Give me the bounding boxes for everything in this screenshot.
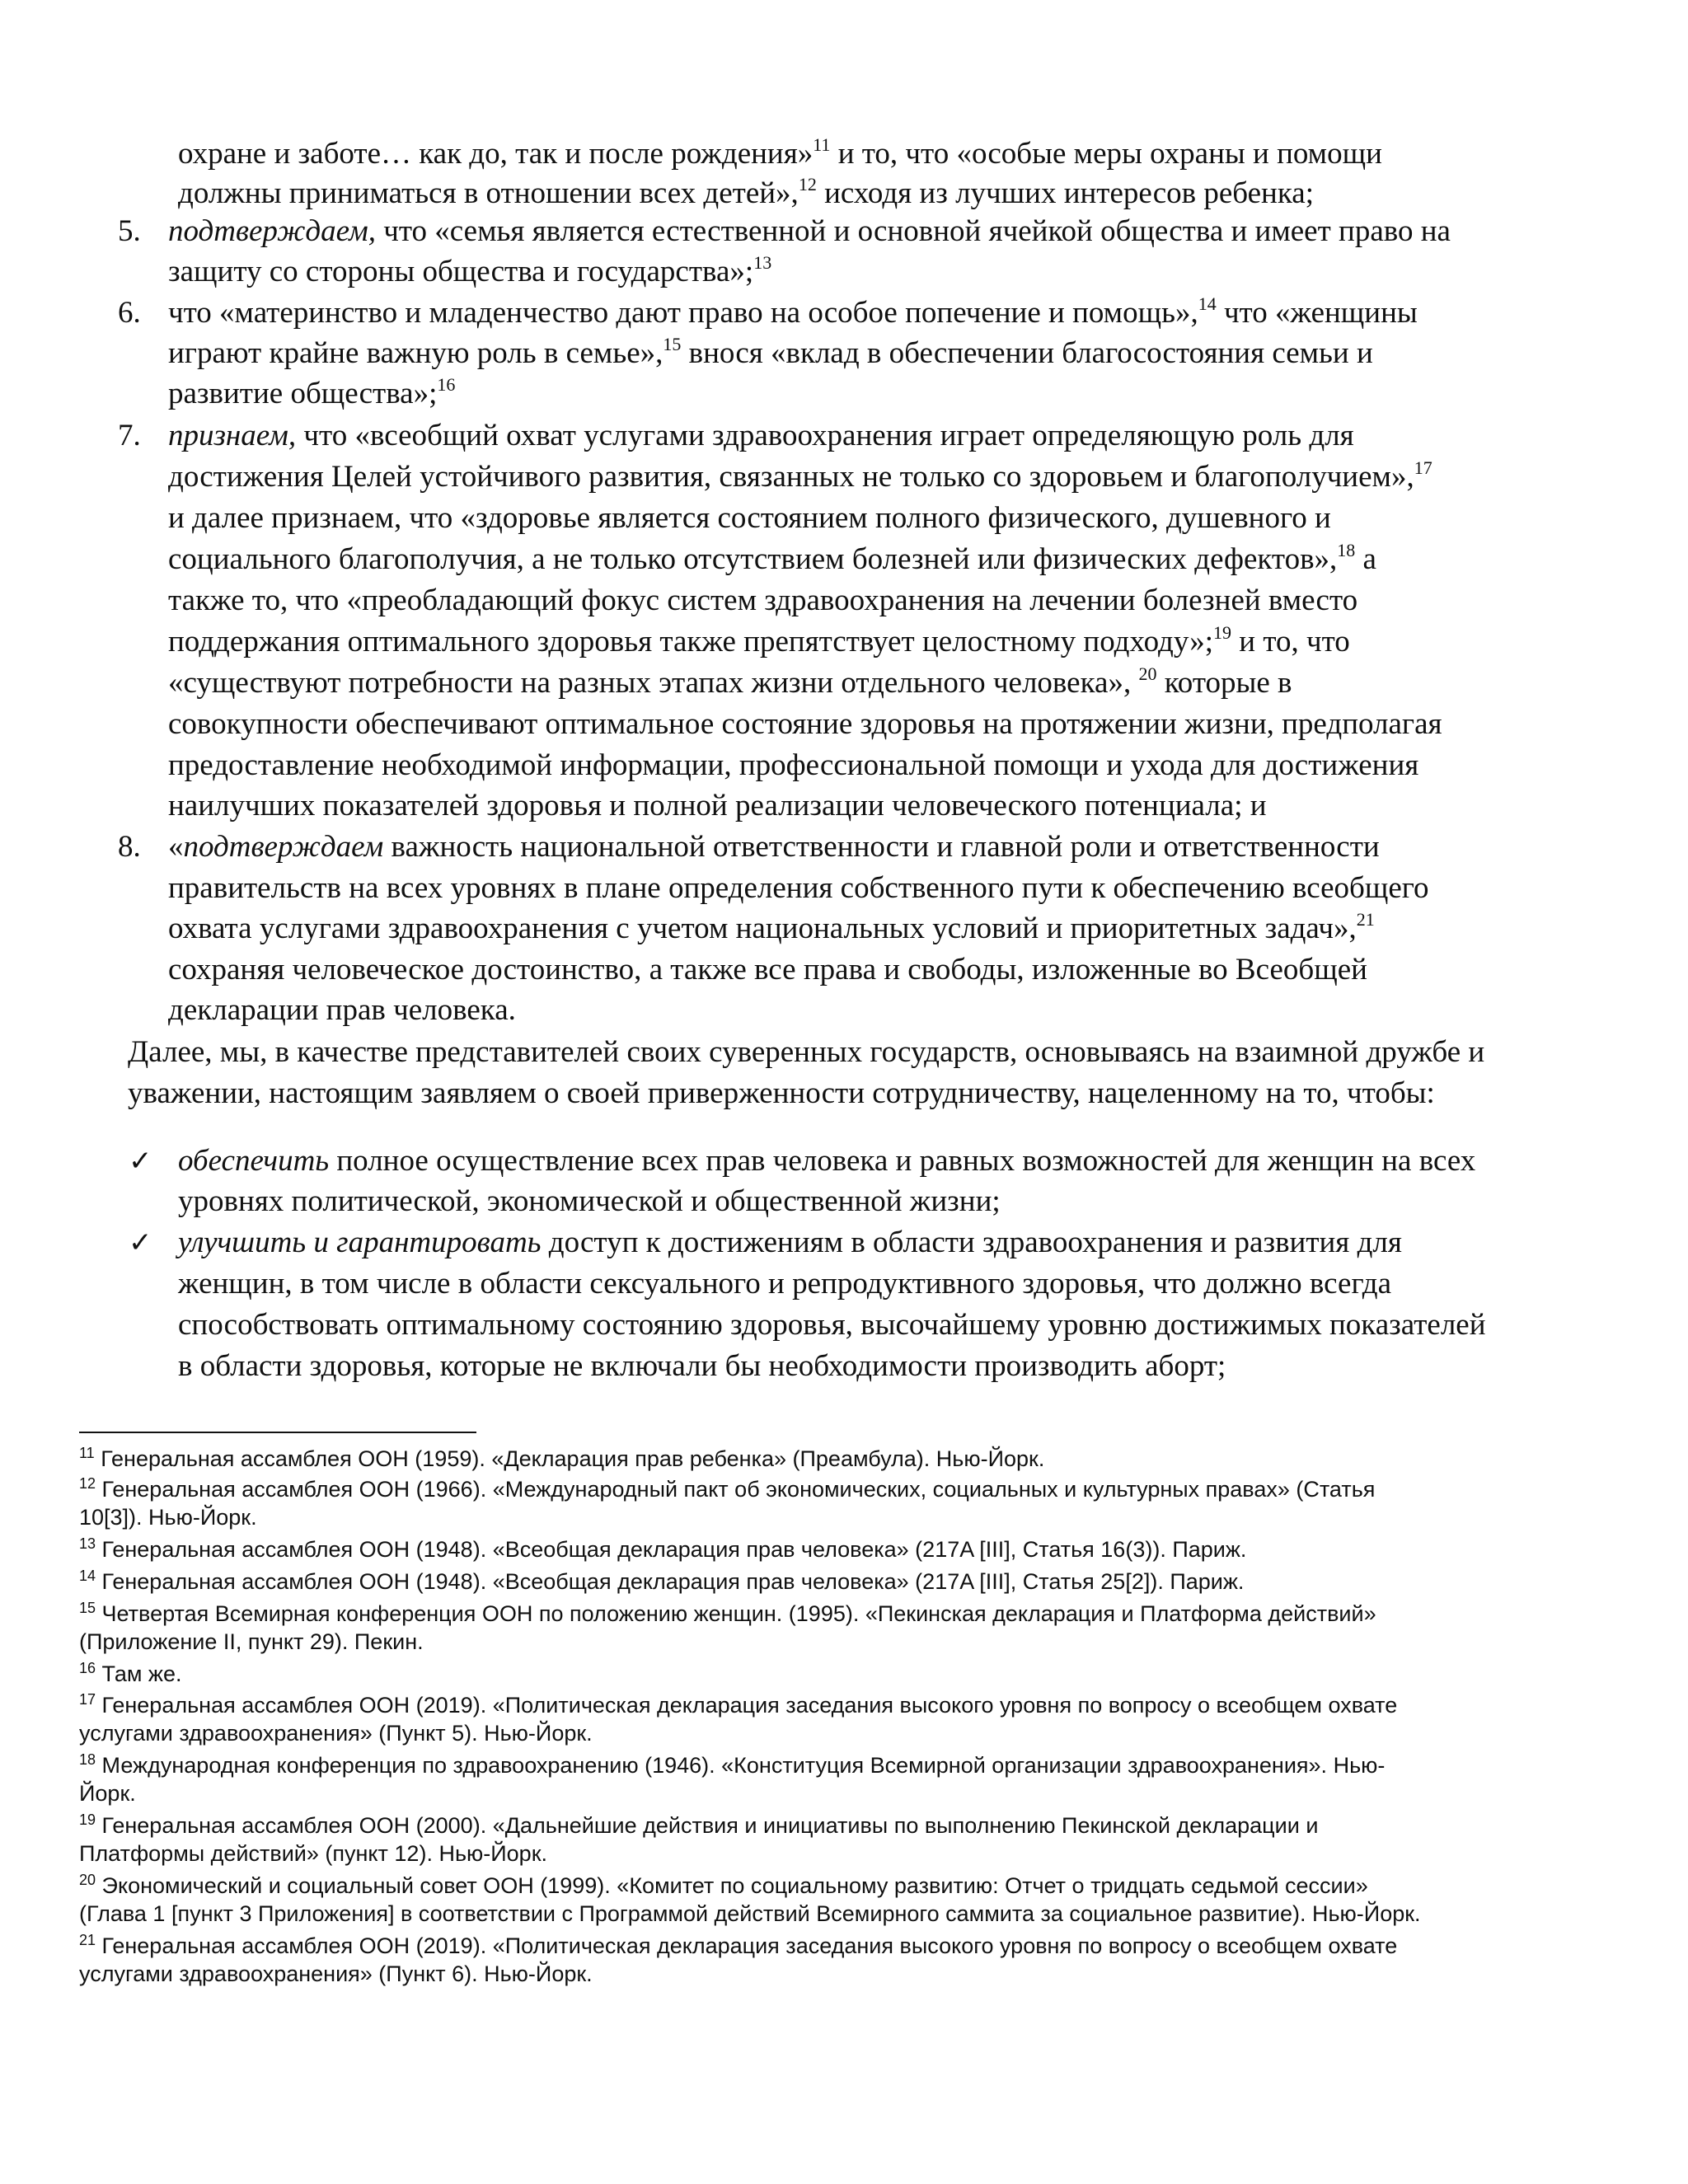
item-7-line-1: признаем, что «всеобщий охват услугами здравоохранения играет определяющую роль для — [168, 419, 1354, 452]
item-7-line-6: поддержания оптимального здоровья также препятствует целостному подходу»;$^{19}$ и то, что — [168, 622, 1350, 658]
checkmark-icon: ✓ — [129, 1226, 152, 1259]
item-8-line-4: сохраняя человеческое достоинство, а также все права и свободы, изложенные во Всеобщей — [168, 953, 1367, 987]
footnote-17: $^{17}$ Генеральная ассамблея ООН (2019). «Политическая декларация заседания высокого уровня по вопросу о всеобщем охвате — [79, 1691, 1398, 1718]
item-5-line-1: подтверждаем, что «семья является естественной и основной ячейкой общества и имеет право на — [168, 214, 1451, 248]
item-8-line-2: правительств на всех уровнях в плане определения собственного пути к обеспечению всеобщего — [168, 871, 1429, 905]
item-7-number: 7. — [118, 419, 141, 452]
footnote-separator — [79, 1432, 476, 1433]
item-6-number: 6. — [118, 296, 141, 330]
footnote-20: $^{20}$ Экономический и социальный совет ООН (1999). «Комитет по социальному развитию: Отчет о тридцать седьмой сессии» — [79, 1872, 1368, 1898]
bullet-1-line-2: уровнях политической, экономической и общественной жизни; — [178, 1184, 1001, 1218]
checkmark-icon: ✓ — [129, 1145, 152, 1178]
footnote-13: $^{13}$ Генеральная ассамблея ООН (1948). «Всеобщая декларация прав человека» (217A [III], Статья 16(3)). Париж. — [79, 1535, 1247, 1562]
item-6-line-3: развитие общества»;$^{16}$ — [168, 374, 456, 410]
footnote-15: $^{15}$ Четвертая Всемирная конференция ООН по положению женщин. (1995). «Пекинская декларация и Платформа действий» — [79, 1600, 1376, 1626]
footnote-16: $^{16}$ Там же. — [79, 1660, 182, 1686]
item-6-line-2: играют крайне важную роль в семье»,$^{15}$ внося «вклад в обеспечении благосостояния семьи и — [168, 334, 1373, 370]
footnote-19: $^{19}$ Генеральная ассамблея ООН (2000). «Дальнейшие действия и инициативы по выполнению Пекинской декларации и — [79, 1811, 1319, 1838]
item-8-number: 8. — [118, 830, 141, 864]
footnote-11: $^{11}$ Генеральная ассамблея ООН (1959). «Декларация прав ребенка» (Преамбула). Нью-Йорк. — [79, 1445, 1045, 1471]
item-8-line-3: охвата услугами здравоохранения с учетом национальных условий и приоритетных задач»,$^{21}$ — [168, 909, 1375, 945]
item-4-line-1: охране и заботе… как до, так и после рождения»$^{11}$ и то, что «особые меры охраны и помощи — [178, 134, 1382, 171]
bullet-2-line-2: женщин, в том числе в области сексуального и репродуктивного здоровья, что должно всегда — [178, 1267, 1392, 1301]
footnote-17-continued: услугами здравоохранения» (Пункт 5). Нью-Йорк. — [79, 1721, 593, 1746]
item-7-line-3: и далее признаем, что «здоровье является состоянием полного физического, душевного и — [168, 501, 1331, 535]
bullet-2-line-4: в области здоровья, которые не включали бы необходимости производить аборт; — [178, 1349, 1226, 1383]
item-7-line-10: наилучших показателей здоровья и полной реализации человеческого потенциала; и — [168, 789, 1267, 823]
item-6-line-1: что «материнство и младенчество дают право на особое попечение и помощь»,$^{14}$ что «женщины — [168, 293, 1418, 330]
intro-line-1: Далее, мы, в качестве представителей своих суверенных государств, основываясь на взаимной дружбе и — [128, 1035, 1485, 1069]
item-7-line-2: достижения Целей устойчивого развития, связанных не только со здоровьем и благополучием»,$^{17}$ — [168, 457, 1432, 494]
intro-line-2: уважении, настоящим заявляем о своей приверженности сотрудничеству, нацеленному на то, чтобы: — [128, 1076, 1435, 1110]
item-7-line-8: совокупности обеспечивают оптимальное состояние здоровья на протяжении жизни, предполагая — [168, 707, 1442, 741]
footnote-18: $^{18}$ Международная конференция по здравоохранению (1946). «Конституция Всемирной организации здравоохранения». Нью- — [79, 1751, 1386, 1778]
footnote-21-continued: услугами здравоохранения» (Пункт 6). Нью-Йорк. — [79, 1961, 593, 1986]
item-4-line-2: должны приниматься в отношении всех детей»,$^{12}$ исходя из лучших интересов ребенка; — [178, 174, 1314, 210]
item-7-line-9: предоставление необходимой информации, профессиональной помощи и ухода для достижения — [168, 748, 1419, 782]
item-5-line-2: защиту со стороны общества и государства»;$^{13}$ — [168, 252, 772, 288]
bullet-2-line-3: способствовать оптимальному состоянию здоровья, высочайшему уровню достижимых показателей — [178, 1308, 1486, 1342]
footnote-20-continued: (Глава 1 [пункт 3 Приложения] в соответствии с Программой действий Всемирного саммита за социальное развитие). Нью-Йорк. — [79, 1901, 1421, 1926]
item-7-line-4: социального благополучия, а не только отсутствием болезней или физических дефектов»,$^{18}$ а — [168, 540, 1376, 576]
footnote-15-continued: (Приложение II, пункт 29). Пекин. — [79, 1629, 424, 1654]
footnote-12-continued: 10[3]). Нью-Йорк. — [79, 1505, 257, 1530]
item-5-number: 5. — [118, 214, 141, 248]
footnote-12: $^{12}$ Генеральная ассамблея ООН (1966). «Международный пакт об экономических, социальных и культурных правах» (Статья — [79, 1475, 1376, 1502]
item-7-line-7: «существуют потребности на разных этапах жизни отдельного человека», $^{20}$ которые в — [168, 663, 1292, 700]
item-8-line-1: «подтверждаем важность национальной ответственности и главной роли и ответственности — [168, 830, 1380, 864]
item-8-line-5: декларации прав человека. — [168, 993, 516, 1027]
footnote-18-continued: Йорк. — [79, 1781, 136, 1806]
footnote-19-continued: Платформы действий» (пункт 12). Нью-Йорк. — [79, 1841, 548, 1866]
bullet-1-line-1: обеспечить полное осуществление всех прав человека и равных возможностей для женщин на всех — [178, 1144, 1476, 1178]
bullet-2-line-1: улучшить и гарантировать доступ к достижениям в области здравоохранения и развития для — [178, 1226, 1402, 1259]
footnote-21: $^{21}$ Генеральная ассамблея ООН (2019). «Политическая декларация заседания высокого уровня по вопросу о всеобщем охвате — [79, 1932, 1398, 1958]
footnote-14: $^{14}$ Генеральная ассамблея ООН (1948). «Всеобщая декларация прав человека» (217A [III], Статья 25[2]). Париж. — [79, 1568, 1245, 1594]
item-7-line-5: также то, что «преобладающий фокус систем здравоохранения на лечении болезней вместо — [168, 583, 1358, 617]
